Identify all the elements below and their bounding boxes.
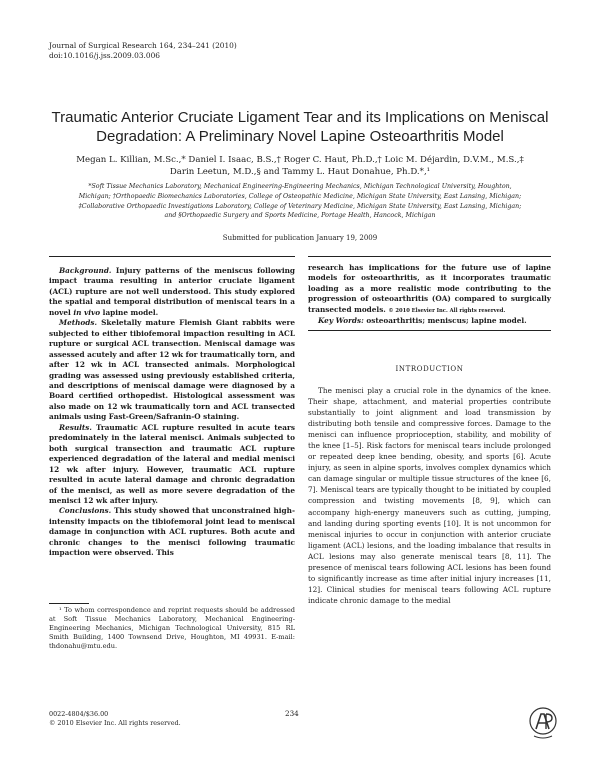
background-end: lapine model. — [102, 307, 159, 317]
abstract-left-column — [49, 266, 295, 559]
background-label: Background. — [59, 266, 112, 275]
affiliation-line-3: ‡Collaborative Orthopaedic Investigations Laboratory, College of Veterinary Medicine, Michigan State University, East Lansing, Michigan; — [78, 202, 522, 210]
conclusions-text: This study showed that unconstrained high-intensity impacts on the tibiofemoral joint lead to meniscal damage in conjunction with ACL ruptures. Both acute and chronic changes to the menisci following traumatic impaction were observed. This — [49, 506, 295, 558]
keywords-text: osteoarthritis; meniscus; lapine model. — [366, 316, 527, 326]
article-title — [30, 108, 570, 146]
results-label: Results. — [59, 422, 92, 432]
issn: 0022-4804/$36.00 — [49, 710, 109, 718]
submission-date: Submitted for publication January 19, 2009 — [222, 234, 378, 242]
authors-line-1: Megan L. Killian, M.Sc.,* Daniel I. Isaac, B.S.,† Roger C. Haut, Ph.D.,† Loic M. Déjardin, D.V.M., M.S.,‡ — [76, 155, 524, 165]
introduction-heading: INTRODUCTION — [395, 365, 464, 373]
in-vivo-term: in vivo — [73, 307, 101, 317]
author-list — [40, 154, 560, 178]
abstract-background — [49, 266, 295, 318]
abstract-methods — [49, 318, 295, 423]
journal-name-line: Journal of Surgical Research 164, 234–241 (2010) — [49, 41, 237, 50]
footnote-rule — [49, 603, 89, 604]
title-line-1: Traumatic Anterior Cruciate Ligament Tear and its Implications on Meniscal — [51, 109, 549, 126]
affiliations — [42, 182, 558, 221]
introduction-paragraph: The menisci play a crucial role in the dynamics of the knee. Their shape, attachment, and material properties contribute substantially to joint alignment and load transmission by distributing both tensile and compressive forces. Damage to the menisci can influence proprioception, stability, and mobility of the knee [1–5]. Risk factors for meniscal tears include prolonged or repeated deep knee bending, obesity, and sports [6]. Acute injury, as seen in alpine sports, involves complex dynamics which can damage singular or multiple tissue structures of the knee [6, 7]. Meniscal tears are typically thought to be initiated by coupled compression and twisting movements [8, 9], which can accompany high-energy maneuvers such as cutting, jumping, and landing during sporting events [10]. It is not uncommon for meniscal injuries to occur in conjunction with anterior cruciate ligament (ACL) lesions, and the loading imbalance that results in ACL lesions may also generate meniscal tears [8, 11]. The presence of meniscal tears following ACL lesions has been found to significantly increase as time after initial injury increases [11, 12]. Clinical studies for meniscal tears following ACL rupture indicate chronic damage to the medial — [308, 386, 551, 605]
page-number: 234 — [285, 709, 299, 718]
doi-line: doi:10.1016/j.jss.2009.03.006 — [49, 50, 160, 60]
abstract-bottom-rule — [308, 330, 551, 331]
authors-line-2: Darin Leetun, M.D.,§ and Tammy L. Haut Donahue, Ph.D.*,¹ — [169, 167, 431, 177]
correspondence-footnote — [49, 606, 295, 651]
footnote-text: ¹ To whom correspondence and reprint requests should be addressed at Soft Tissue Mechanics Laboratory, Mechanical Engineering-Engineering Mechanics, Michigan Technological University, 815 RL Smith Building, 1400 Townsend Drive, Houghton, MI 49931. E-mail: thdonahu@mtu.edu. — [49, 606, 295, 650]
keywords — [308, 316, 551, 326]
abstract-conclusions — [49, 506, 295, 558]
journal-citation — [49, 41, 237, 60]
methods-text: Skeletally mature Flemish Giant rabbits were subjected to either tibiofemoral impaction resulting in ACL rupture or surgical ACL transection. Meniscal damage was assessed acutely and after 12 wk for traumatically torn, and after 12 wk in ACL transected animals. Morphological grading was assessed using previously established criteria, and descriptions of meniscal damage were diagnosed by a Board certified orthopedist. Histological assessment was also made on 12 wk traumatically torn and ACL transected animals using Fast-Green/Safranin-O staining. — [49, 318, 295, 422]
elsevier-ap-logo-icon — [528, 706, 558, 740]
affiliation-line-2: Michigan; †Orthopaedic Biomechanics Laboratories, College of Osteopathic Medicine, Michigan State University, East Lansing, Michigan; — [78, 192, 522, 200]
title-line-2: Degradation: A Preliminary Novel Lapine Osteoarthritis Model — [96, 128, 504, 145]
footer-issn-block — [49, 710, 181, 727]
abstract-top-rule-right — [308, 256, 551, 257]
affiliation-line-1: *Soft Tissue Mechanics Laboratory, Mechanical Engineering-Engineering Mechanics, Michigan Technological University, Houghton, — [88, 183, 512, 190]
footer-copyright: © 2010 Elsevier Inc. All rights reserved. — [49, 718, 181, 727]
introduction-body — [308, 385, 551, 606]
methods-label: Methods. — [59, 318, 98, 328]
abstract-continued-text: research has implications for the future use of lapine models for osteoarthritis, as it incorporates traumatic loading as a more realistic mode contributing to the progression of osteoarthritis (OA) compared to surgically transected models. — [308, 263, 551, 314]
abstract-right-column — [308, 263, 551, 327]
abstract-copyright: © 2010 Elsevier Inc. All rights reserved. — [388, 307, 506, 314]
abstract-top-rule-left — [49, 256, 295, 257]
affiliation-line-4: and §Orthopaedic Surgery and Sports Medicine, Portage Health, Hancock, Michigan — [164, 212, 436, 220]
abstract-continued — [308, 263, 551, 316]
abstract-results — [49, 423, 295, 507]
background-text: Injury patterns of the meniscus following impact trauma resulting in anterior cruciate ligament (ACL) rupture are not well understood. This study explored the spatial and temporal distribution of meniscal tears in a novel — [49, 266, 295, 317]
keywords-label: Key Words: — [318, 316, 364, 326]
conclusions-label: Conclusions. — [59, 506, 112, 516]
results-text: Traumatic ACL rupture resulted in acute tears predominately in the lateral menisci. Animals subjected to both surgical transection and traumatic ACL rupture experienced degradation of the lateral and medial menisci 12 wk after injury. However, traumatic ACL rupture resulted in acute lateral damage and chronic degradation of the menisci, as well as more severe degradation of the menisci 12 wk after injury. — [49, 422, 295, 505]
